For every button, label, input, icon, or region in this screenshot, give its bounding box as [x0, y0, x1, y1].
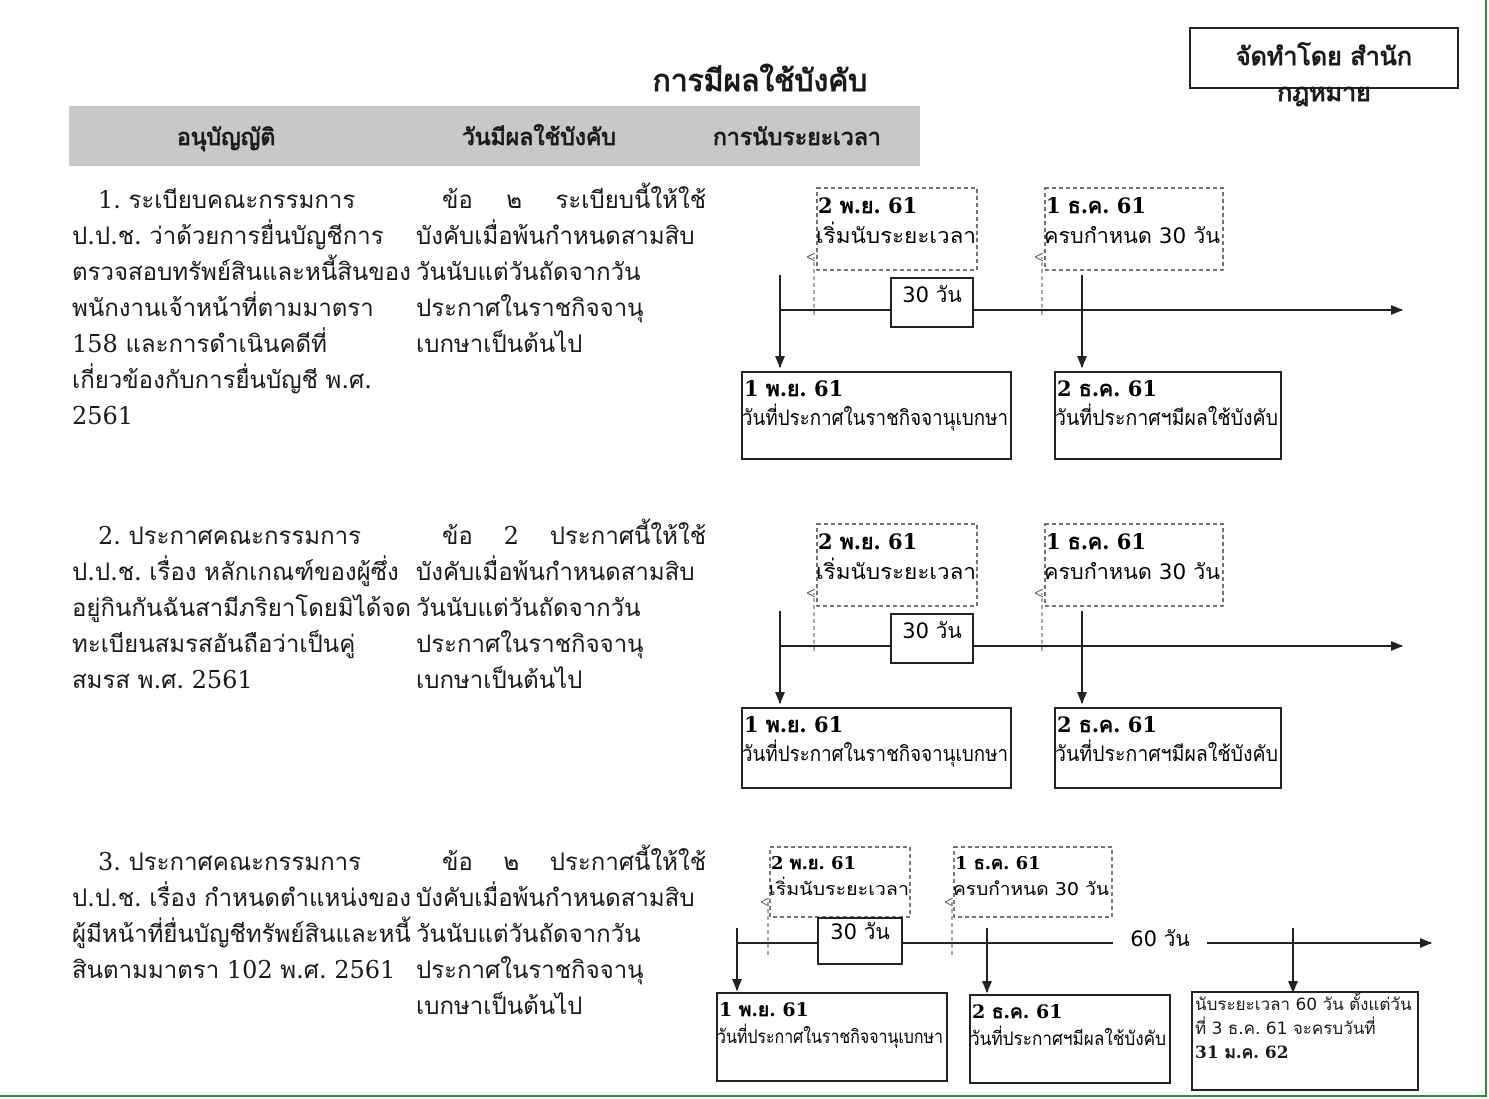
timeline-2-effective-date: 2 ธ.ค. 61 [1057, 712, 1157, 737]
timeline-2-start-text: เริ่มนับระยะเวลา [816, 560, 966, 584]
timeline-1-end-date: 1 ธ.ค. 61 [1046, 193, 1146, 218]
timeline-2-end-date: 1 ธ.ค. 61 [1046, 529, 1146, 554]
timeline-3-count-fo [1193, 993, 1417, 1089]
credit-box [1189, 27, 1459, 107]
timeline-3-count-date: 31 ม.ค. 62 [1195, 1043, 1289, 1063]
row-2-effective [416, 518, 706, 698]
timeline-3-period-60: 60 วัน [1130, 927, 1190, 951]
row-2-regulation-text: 2. ประกาศคณะกรรมการ ป.ป.ช. เรื่อง หลักเกณฑ์ของผู้ซึ่งอยู่กินกันฉันสามีภริยาโดยมิได้จดทะเบียนสมรสอันถือว่าเป็นคู่สมรส พ.ศ. 2561 [72, 522, 411, 694]
row-1-regulation-text: 1. ระเบียบคณะกรรมการ ป.ป.ช. ว่าด้วยการยื่นบัญชีการตรวจสอบทรัพย์สินและหนี้สินของพนักงานเจ้าหน้าที่ตามมาตรา 158 และการดำเนินคดีที่เกี่ยวข้องกับการยื่นบัญชี พ.ศ. 2561 [72, 186, 411, 430]
timeline-1 [730, 180, 1430, 470]
row-3-effective [416, 844, 706, 1024]
timeline-1-period: 30 วัน [902, 283, 962, 307]
timeline-3 [715, 840, 1445, 1095]
timeline-1-announce-text: วันที่ประกาศในราชกิจจานุเบกษา [742, 406, 1040, 430]
timeline-3-period: 30 วัน [830, 920, 890, 944]
timeline-3-effective-date: 2 ธ.ค. 61 [972, 1001, 1063, 1023]
timeline-3-announce-date: 1 พ.ย. 61 [719, 999, 809, 1021]
row-1-regulation [72, 182, 412, 434]
table-header [69, 106, 920, 166]
page-title: การมีผลใช้บังคับ [652, 64, 868, 99]
row-1-effective [416, 182, 706, 362]
header-time-counting: การนับระยะเวลา [713, 125, 881, 151]
row-1-effective-text: ข้อ ๒ ระเบียบนี้ให้ใช้บังคับเมื่อพ้นกำหนดสามสิบวันนับแต่วันถัดจากวันประกาศในราชกิจจานุเบกษาเป็นต้นไป [416, 186, 706, 358]
timeline-1-announce-date: 1 พ.ย. 61 [744, 376, 844, 401]
timeline-2-effective-text: วันที่ประกาศฯมีผลใช้บังคับ [1055, 742, 1295, 766]
timeline-1-effective-date: 2 ธ.ค. 61 [1057, 376, 1157, 401]
timeline-3-announce-text: วันที่ประกาศในราชกิจจานุเบกษา [717, 1026, 987, 1048]
timeline-2-announce-date: 1 พ.ย. 61 [744, 712, 844, 737]
timeline-1-end-text: ครบกำหนด 30 วัน [1044, 224, 1220, 248]
timeline-2-announce-text: วันที่ประกาศในราชกิจจานุเบกษา [742, 742, 1040, 766]
timeline-1-effective-text: วันที่ประกาศฯมีผลใช้บังคับ [1055, 406, 1295, 430]
timeline-2 [730, 516, 1430, 806]
row-3-regulation [72, 844, 412, 988]
timeline-3-start-date: 2 พ.ย. 61 [771, 853, 857, 874]
row-3-effective-text: ข้อ ๒ ประกาศนี้ให้ใช้บังคับเมื่อพ้นกำหนดสามสิบวันนับแต่วันถัดจากวันประกาศในราชกิจจานุเบกษาเป็นต้นไป [416, 848, 706, 1020]
row-2-effective-text: ข้อ 2 ประกาศนี้ให้ใช้บังคับเมื่อพ้นกำหนดสามสิบวันนับแต่วันถัดจากวันประกาศในราชกิจจานุเบกษาเป็นต้นไป [416, 522, 706, 694]
header-regulation: อนุบัญญัติ [177, 125, 276, 151]
timeline-1-start-text: เริ่มนับระยะเวลา [816, 224, 966, 248]
timeline-1-start-date: 2 พ.ย. 61 [818, 193, 918, 218]
timeline-2-start-date: 2 พ.ย. 61 [818, 529, 918, 554]
timeline-3-end-text: ครบกำหนด 30 วัน [953, 879, 1109, 900]
timeline-3-end-date: 1 ธ.ค. 61 [955, 853, 1041, 874]
row-2-regulation [72, 518, 412, 698]
timeline-3-effective-text: วันที่ประกาศฯมีผลใช้บังคับ [970, 1028, 1188, 1050]
row-3-regulation-text: 3. ประกาศคณะกรรมการ ป.ป.ช. เรื่อง กำหนดตำแหน่งของผู้มีหน้าที่ยื่นบัญชีทรัพย์สินและหนี้สินตามมาตรา 102 พ.ศ. 2561 [72, 848, 411, 984]
timeline-3-start-text: เริ่มนับระยะเวลา [769, 879, 898, 900]
credit-text: จัดทำโดย สำนักกฎหมาย [1236, 42, 1412, 107]
timeline-3-count-text: นับระยะเวลา 60 วัน ตั้งแต่วันที่ 3 ธ.ค. 61 จะครบวันที่ [1195, 995, 1412, 1039]
header-effective-date: วันมีผลใช้บังคับ [462, 125, 617, 151]
timeline-2-end-text: ครบกำหนด 30 วัน [1044, 560, 1220, 584]
timeline-2-period: 30 วัน [902, 619, 962, 643]
